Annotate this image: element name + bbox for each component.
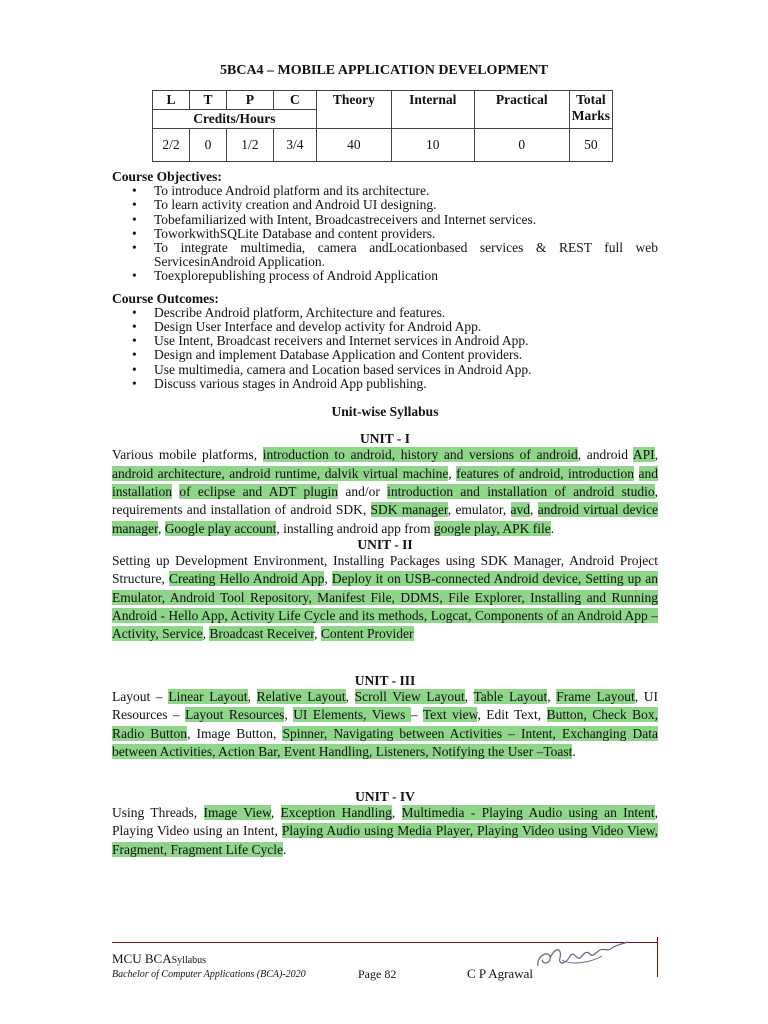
body-text: ,	[391, 805, 402, 821]
body-text: ,	[547, 688, 557, 704]
footer-page-number: Page 82	[358, 967, 397, 981]
objective-item: • To introduce Android platform and its architecture.	[154, 184, 658, 198]
credits-value-row	[153, 129, 613, 162]
value-internal: 10	[391, 129, 474, 162]
unit-1-body	[112, 446, 658, 537]
outcomes-list	[112, 306, 658, 391]
highlighted-text: Broadcast Receiver	[209, 626, 315, 642]
highlighted-text: Playing Audio using Media Player, Playing Video using Video View, Fragment, Fragment Life Cycle	[112, 823, 658, 857]
footer-author: C P Agrawal	[467, 966, 533, 981]
signature-image	[532, 936, 632, 976]
body-text: ,	[530, 502, 538, 518]
outcomes-heading: Course Outcomes:	[112, 290, 219, 306]
value-p: 1/2	[226, 129, 273, 162]
unit-1-heading: UNIT - I	[359, 431, 410, 447]
objective-item: • Tobefamiliarized with Intent, Broadcastreceivers and Internet services.	[154, 213, 658, 227]
header-practical: Practical	[474, 91, 569, 129]
highlighted-text: API	[632, 447, 655, 463]
highlighted-text: android virtual device manager	[112, 502, 658, 536]
highlighted-text: Google play account	[164, 520, 277, 536]
syllabus-content	[112, 170, 658, 859]
outcome-item: • Use multimedia, camera and Location based services in Android App.	[154, 363, 658, 377]
highlighted-text: Deploy it on USB-connected Android device, Setting up an Emulator, Android Tool Repository, Manifest File, DDMS, File Explorer, Installing and Running Android - Hello App, Activity Life Cycle and its methods, Logcat, Components of an Android App – Activity, Service	[112, 571, 658, 642]
body-text: –	[410, 707, 423, 723]
unit-3-body	[112, 688, 658, 762]
body-text: .	[572, 744, 576, 760]
outcome-item: • Design User Interface and develop activity for Android App.	[154, 320, 658, 334]
body-text	[634, 466, 638, 481]
header-p: P	[226, 91, 273, 110]
value-total: 50	[569, 129, 612, 162]
footer-vertical-rule	[657, 937, 658, 977]
body-text: , Image Button,	[187, 725, 283, 741]
highlighted-text: Image View	[203, 805, 271, 821]
outcome-item: • Discuss various stages in Android App publishing.	[154, 377, 658, 391]
highlighted-text: Relative Layout	[256, 688, 346, 704]
body-text: ,	[202, 626, 210, 642]
outcome-item: • Design and implement Database Application and Content providers.	[154, 348, 658, 362]
highlighted-text: Layout Resources	[185, 707, 285, 723]
header-c: C	[273, 91, 316, 110]
body-text: , android	[577, 447, 633, 463]
highlighted-text: Linear Layout	[168, 688, 248, 704]
footer-org-small: Syllabus	[171, 955, 207, 966]
objective-item: • To learn activity creation and Android UI designing.	[154, 198, 658, 212]
highlighted-text: features of android, introduction	[456, 465, 635, 481]
body-text: ,	[157, 520, 165, 536]
body-text: ,	[284, 707, 294, 723]
body-text: Layout –	[112, 688, 169, 704]
course-title: 5BCA4 – MOBILE APPLICATION DEVELOPMENT	[220, 63, 548, 78]
body-text: , installing android app from	[276, 520, 434, 536]
body-text: Using Threads,	[112, 805, 204, 821]
header-credits-hours: Credits/Hours	[153, 110, 317, 129]
highlighted-text: Spinner, Navigating between Activities – Intent, Exchanging Data between Activities, Action Bar, Event Handling, Listeners, Notifying the User –Toast	[112, 725, 658, 760]
body-text: , emulator,	[447, 502, 511, 518]
highlighted-text: Creating Hello Android App	[168, 571, 325, 587]
credits-header-row	[153, 91, 613, 110]
value-l: 2/2	[153, 129, 190, 162]
unit-2-heading: UNIT - II	[357, 536, 413, 552]
objectives-heading: Course Objectives:	[112, 169, 222, 184]
header-total-line2: Marks	[571, 108, 610, 123]
body-text: , UI Resources –	[112, 688, 659, 723]
body-text: , Edit Text,	[477, 707, 547, 723]
objective-item: • To integrate multimedia, camera andLocationbased services & REST full web ServicesinAndroid Application.	[154, 241, 658, 269]
highlighted-text: Table Layout	[473, 688, 548, 704]
highlighted-text: Scroll View Layout	[354, 688, 465, 704]
highlighted-text: introduction to android, history and versions of android	[262, 447, 578, 463]
header-t: T	[189, 91, 226, 110]
body-text: , requirements and installation of android SDK,	[112, 484, 658, 518]
footer-org	[112, 951, 206, 967]
unit-3-heading: UNIT - III	[354, 672, 416, 688]
body-text: ,	[324, 571, 332, 587]
unit-4-body	[112, 804, 658, 859]
highlighted-text: of eclipse and ADT plugin	[179, 484, 339, 500]
highlighted-text: Multimedia - Playing Audio using an Intent	[401, 805, 655, 821]
highlighted-text: Frame Layout	[556, 688, 635, 704]
footer-program: Bachelor of Computer Applications (BCA)-2020	[112, 969, 306, 980]
objective-item: • ToworkwithSQLite Database and content providers.	[154, 227, 658, 241]
body-text: , Playing Video using an Intent,	[112, 805, 659, 839]
highlighted-text: android architecture, android runtime, dalvik virtual machine	[112, 465, 449, 481]
value-t: 0	[189, 129, 226, 162]
syllabus-heading: Unit-wise Syllabus	[331, 404, 439, 420]
credits-table	[152, 90, 613, 162]
highlighted-text: Exception Handling	[280, 805, 392, 821]
header-internal: Internal	[391, 91, 474, 129]
body-text: ,	[270, 805, 281, 821]
body-text: Setting up Development Environment, Installing Packages using SDK Manager, Android Project Structure,	[112, 553, 658, 587]
outcome-item: • Describe Android platform, Architecture and features.	[154, 306, 658, 320]
header-total-line1: Total	[576, 92, 606, 107]
body-text: .	[282, 841, 287, 857]
highlighted-text: Text view	[422, 707, 478, 723]
header-total-marks	[569, 91, 612, 129]
value-practical: 0	[474, 129, 569, 162]
footer-org-main: MCU BCA	[112, 951, 172, 966]
body-text: and/or	[338, 484, 388, 500]
body-text: ,	[314, 626, 321, 642]
outcome-item: • Use Intent, Broadcast receivers and Internet services in Android App.	[154, 334, 658, 348]
body-text: Various mobile platforms,	[112, 447, 263, 463]
highlighted-text: Content Provider	[320, 626, 414, 642]
body-text: ,	[448, 465, 457, 481]
highlighted-text: introduction and installation of android studio	[387, 484, 655, 500]
header-l: L	[153, 91, 190, 110]
highlighted-text: google play, APK file	[433, 520, 551, 536]
body-text: ,	[247, 688, 257, 704]
body-text: ,	[345, 688, 355, 704]
header-theory: Theory	[316, 91, 391, 129]
body-text: ,	[654, 447, 659, 463]
highlighted-text: avd	[510, 502, 531, 518]
highlighted-text: SDK manager	[370, 502, 448, 518]
value-theory: 40	[316, 129, 391, 162]
value-c: 3/4	[273, 129, 316, 162]
unit-4-heading: UNIT - IV	[355, 788, 415, 804]
body-text: ,	[464, 688, 474, 704]
objectives-list	[112, 184, 658, 283]
objective-item: • Toexplorepublishing process of Android Application	[154, 269, 658, 283]
body-text: .	[550, 520, 555, 536]
highlighted-text: UI Elements, Views	[293, 707, 411, 723]
unit-2-body	[112, 552, 658, 643]
highlighted-text: Button, Check Box, Radio Button	[112, 707, 659, 741]
highlighted-text: and installation	[112, 465, 659, 500]
